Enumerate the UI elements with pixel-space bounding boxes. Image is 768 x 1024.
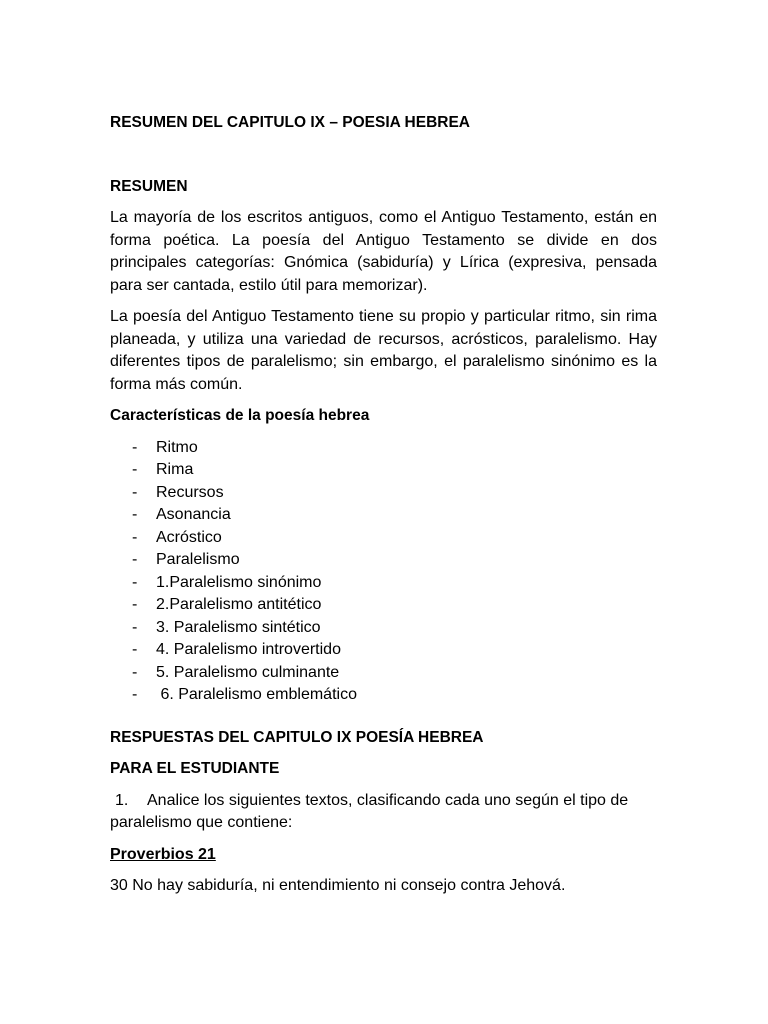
spacer xyxy=(110,707,657,727)
document-content xyxy=(110,112,657,898)
bullet-marker: - xyxy=(132,551,138,568)
characteristics-list xyxy=(110,437,657,707)
list-item xyxy=(110,504,657,527)
list-item-text: 2.Paralelismo antitético xyxy=(156,596,322,613)
spacer xyxy=(110,198,657,207)
list-item xyxy=(110,459,657,482)
list-item-text: Recursos xyxy=(156,483,224,501)
list-item-text: Paralelismo xyxy=(156,551,240,568)
bullet-marker: - xyxy=(132,438,138,456)
bullet-marker: - xyxy=(132,618,138,636)
summary-paragraph-2: La poesía del Antiguo Testamento tiene su propio y particular ritmo, sin rima planeada, y utiliza una variedad de recursos, acrósticos, paralelismo. Hay diferentes tipos de paralelismo; sin embargo, el paralelismo sinónimo es la forma más común. xyxy=(110,308,657,393)
question-text: Analice los siguientes textos, clasificando cada uno según el tipo de paralelismo que contiene: xyxy=(110,791,629,831)
document-title: RESUMEN DEL CAPITULO IX – POESIA HEBREA xyxy=(110,114,470,131)
list-item xyxy=(110,594,657,617)
spacer xyxy=(110,866,657,875)
spacer xyxy=(110,749,657,758)
list-item-text: 1.Paralelismo sinónimo xyxy=(156,573,322,591)
verse-text: 30 No hay sabiduría, ni entendimiento ni consejo contra Jehová. xyxy=(110,877,566,894)
list-item xyxy=(110,437,657,460)
list-item xyxy=(110,617,657,640)
list-item-text: 6. Paralelismo emblemático xyxy=(156,686,357,703)
list-item xyxy=(110,527,657,550)
summary-paragraph-1: La mayoría de los escritos antiguos, como el Antiguo Testamento, están en forma poética. La poesía del Antiguo Testamento se divide en dos principales categorías: Gnómica (sabiduría) y Lírica (expresiva, pensada para ser cantada, estilo útil para memorizar). xyxy=(110,209,657,294)
bullet-marker: - xyxy=(132,686,138,703)
answers-heading: RESPUESTAS DEL CAPITULO IX POESÍA HEBREA xyxy=(110,728,484,746)
spacer xyxy=(110,835,657,844)
bullet-marker: - xyxy=(132,528,138,546)
proverbs-heading: Proverbios 21 xyxy=(110,845,216,863)
list-item-text: 5. Paralelismo culminante xyxy=(156,663,340,681)
list-item xyxy=(110,549,657,572)
bullet-marker: - xyxy=(132,573,138,591)
list-item xyxy=(110,662,657,685)
bullet-marker: - xyxy=(132,641,138,658)
list-item xyxy=(110,482,657,505)
list-item xyxy=(110,572,657,595)
spacer xyxy=(110,396,657,405)
spacer xyxy=(110,781,657,790)
bullet-marker: - xyxy=(132,596,138,613)
spacer xyxy=(110,428,657,437)
characteristics-heading: Características de la poesía hebrea xyxy=(110,407,370,424)
spacer xyxy=(110,135,657,176)
bullet-marker: - xyxy=(132,663,138,681)
list-item-text: Ritmo xyxy=(156,438,198,456)
question-number: 1. xyxy=(115,791,129,809)
list-item-text: 3. Paralelismo sintético xyxy=(156,618,321,636)
bullet-marker: - xyxy=(132,506,138,523)
bullet-marker: - xyxy=(132,483,138,501)
bullet-marker: - xyxy=(132,461,138,478)
question-1 xyxy=(110,790,657,835)
student-heading: PARA EL ESTUDIANTE xyxy=(110,760,280,777)
list-item-text: Rima xyxy=(156,461,194,478)
list-item xyxy=(110,639,657,662)
list-item-text: Acróstico xyxy=(156,528,222,546)
summary-heading: RESUMEN xyxy=(110,177,188,195)
list-item xyxy=(110,684,657,707)
list-item-text: Asonancia xyxy=(156,506,231,523)
list-item-text: 4. Paralelismo introvertido xyxy=(156,641,341,658)
spacer xyxy=(110,297,657,306)
